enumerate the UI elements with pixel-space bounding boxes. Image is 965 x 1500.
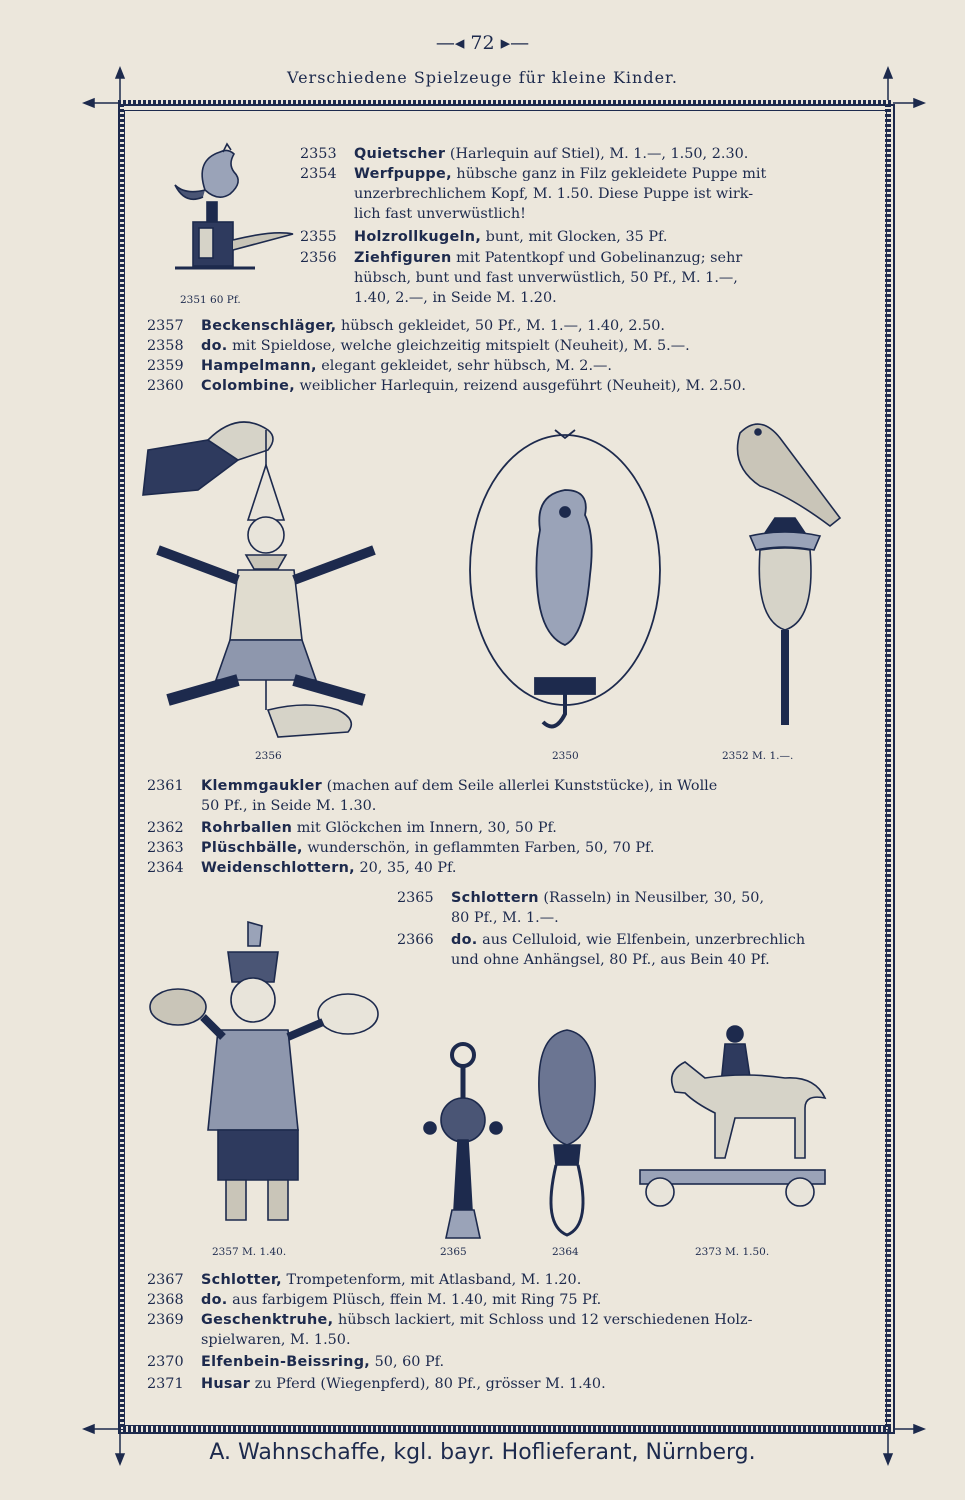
page-number: —◂ 72 ▸— — [435, 32, 530, 54]
willow-rattle-illustration — [532, 1025, 602, 1245]
hussar-horse-illustration — [635, 1022, 835, 1222]
entry-2353: 2353 Quietscher (Harlequin auf Stiel), M. 1.—, 1.50, 2.30. — [300, 146, 749, 162]
entry-2360: 2360 Colombine, weiblicher Harlequin, reizend ausgeführt (Neuheit), M. 2.50. — [147, 378, 746, 394]
caption-2350: 2350 — [552, 750, 579, 762]
caption-2351: 2351 60 Pf. — [180, 294, 241, 306]
entry-2371: 2371 Husar zu Pferd (Wiegenpferd), 80 Pf., grösser M. 1.40. — [147, 1376, 606, 1392]
entry-2369: 2369 Geschenktruhe, hübsch lackiert, mit Schloss und 12 verschiedenen Holz- spielwaren, M. 1.50. — [147, 1312, 753, 1348]
caption-2373: 2373 M. 1.50. — [695, 1246, 770, 1258]
cymbal-player-illustration — [148, 912, 378, 1242]
entry-2370: 2370 Elfenbein-Beissring, 50, 60 Pf. — [147, 1354, 445, 1370]
entry-2366: 2366 do. aus Celluloid, wie Elfenbein, unzerbrechlich und ohne Anhängsel, 80 Pf., aus Bein 40 Pf. — [397, 932, 806, 968]
entry-2359: 2359 Hampelmann, elegant gekleidet, sehr hübsch, M. 2.—. — [147, 358, 612, 374]
bird-rattle-illustration — [730, 418, 860, 748]
running-title: Verschiedene Spielzeuge für kleine Kinder. — [286, 68, 679, 87]
pull-puppet-illustration — [148, 410, 398, 750]
entry-2368: 2368 do. aus farbigem Plüsch, ffein M. 1.40, mit Ring 75 Pf. — [147, 1292, 602, 1308]
entry-2363: 2363 Plüschbälle, wunderschön, in geflammten Farben, 50, 70 Pf. — [147, 840, 655, 856]
entry-2354: 2354 Werfpuppe, hübsche ganz in Filz gekleidete Puppe mit unzerbrechlichem Kopf, M. 1.50. Diese Puppe ist wirk- lich fast unverwüstlich! — [300, 166, 767, 222]
entry-2365: 2365 Schlottern (Rasseln) in Neusilber, 30, 50, 80 Pf., M. 1.—. — [397, 890, 765, 926]
entry-2355: 2355 Holzrollkugeln, bunt, mit Glocken, 35 Pf. — [300, 229, 668, 245]
entry-2364: 2364 Weidenschlottern, 20, 35, 40 Pf. — [147, 860, 457, 876]
entry-2357: 2357 Beckenschläger, hübsch gekleidet, 50 Pf., M. 1.—, 1.40, 2.50. — [147, 318, 665, 334]
rooster-squeaker-illustration — [165, 140, 295, 290]
caption-2352: 2352 M. 1.—. — [722, 750, 794, 762]
entry-2362: 2362 Rohrballen mit Glöckchen im Innern, 30, 50 Pf. — [147, 820, 557, 836]
parrot-ring-illustration — [465, 420, 675, 750]
entry-2358: 2358 do. mit Spieldose, welche gleichzeitig mitspielt (Neuheit), M. 5.—. — [147, 338, 690, 354]
entry-2356: 2356 Ziehfiguren mit Patentkopf und Gobelinanzug; sehr hübsch, bunt und fast unverwüstlich, 50 Pf., M. 1.—, 1.40, 2.—, in Seide M. 1.20. — [300, 250, 743, 306]
caption-2364: 2364 — [552, 1246, 579, 1258]
publisher-footer: A. Wahnschaffe, kgl. bayr. Hoflieferant, Nürnberg. — [209, 1440, 756, 1465]
entry-2367: 2367 Schlotter, Trompetenform, mit Atlasband, M. 1.20. — [147, 1272, 582, 1288]
caption-2365: 2365 — [440, 1246, 467, 1258]
caption-2356: 2356 — [255, 750, 282, 762]
caption-2357: 2357 M. 1.40. — [212, 1246, 287, 1258]
bell-rattle-illustration — [418, 1040, 508, 1250]
entry-2361: 2361 Klemmgaukler (machen auf dem Seile allerlei Kunststücke), in Wolle 50 Pf., in Seide M. 1.30. — [147, 778, 718, 814]
